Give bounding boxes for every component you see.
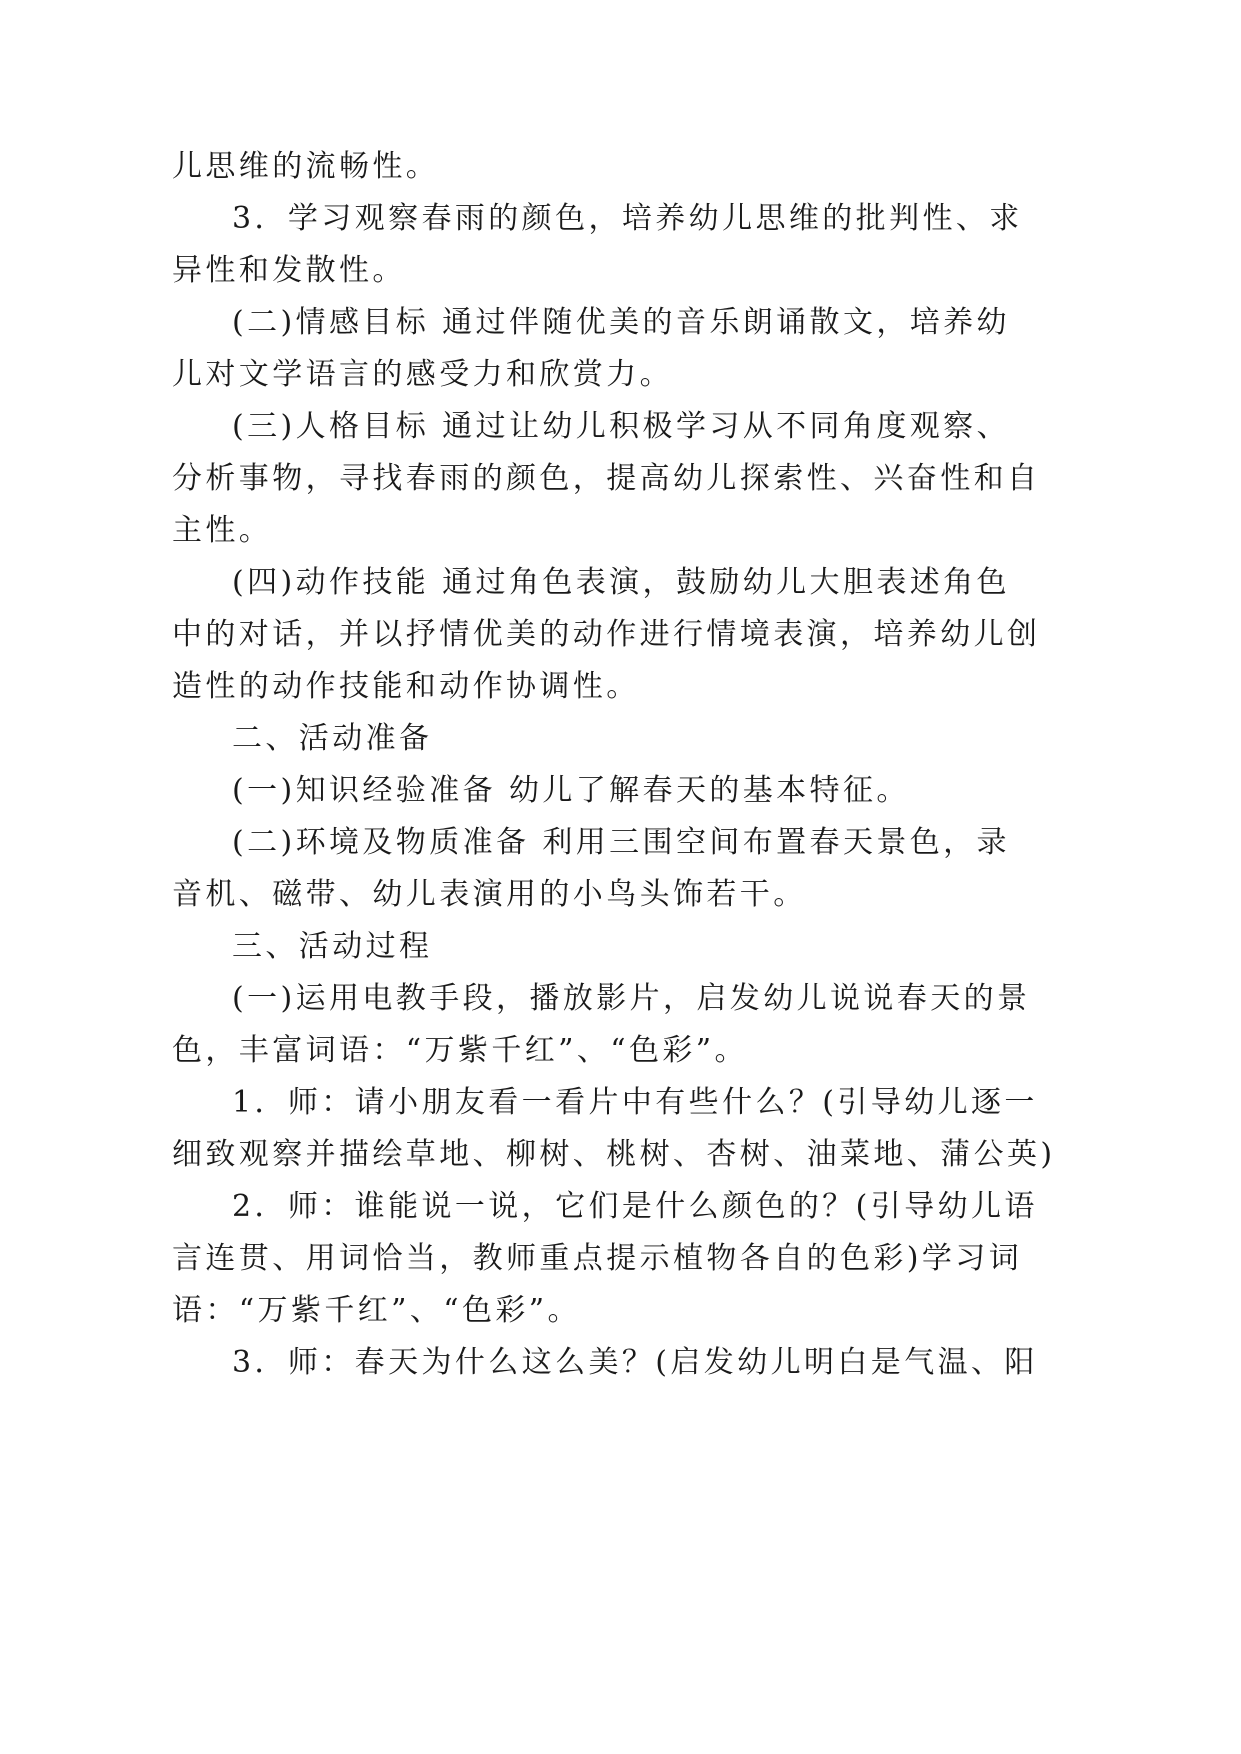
text-line: (一)运用电教手段，播放影片，启发幼儿说说春天的景 [232,981,1031,1016]
text-line: (三)人格目标 通过让幼儿积极学习从不同角度观察、 [232,409,1010,444]
text-line: (二)环境及物质准备 利用三围空间布置春天景色，录 [232,825,1010,860]
text-line: 语：“万紫千红”、“色彩”。 [172,1293,581,1328]
section-heading: 三、活动过程 [232,929,433,964]
text-line: 1．师：请小朋友看一看片中有些什么？(引导幼儿逐一 [232,1085,1038,1120]
text-line: 造性的动作技能和动作协调性。 [172,669,640,704]
text-line: 分析事物，寻找春雨的颜色，提高幼儿探索性、兴奋性和自 [172,461,1041,496]
text-line: 细致观察并描绘草地、柳树、桃树、杏树、油菜地、蒲公英) [172,1137,1056,1172]
text-line: 儿思维的流畅性。 [172,149,440,184]
text-line: 2．师：谁能说一说，它们是什么颜色的？(引导幼儿语 [232,1189,1038,1224]
text-line: 3．师：春天为什么这么美？(启发幼儿明白是气温、阳 [232,1345,1038,1380]
text-line: 中的对话，并以抒情优美的动作进行情境表演，培养幼儿创 [172,617,1041,652]
text-line: (一)知识经验准备 幼儿了解春天的基本特征。 [232,773,910,808]
text-line: 言连贯、用词恰当，教师重点提示植物各自的色彩)学习词 [172,1241,1023,1276]
text-line: (四)动作技能 通过角色表演，鼓励幼儿大胆表述角色 [232,565,1010,600]
text-line: 主性。 [172,513,273,548]
text-line: 色，丰富词语：“万紫千红”、“色彩”。 [172,1033,748,1068]
text-line: (二)情感目标 通过伴随优美的音乐朗诵散文，培养幼 [232,305,1010,340]
text-line: 异性和发散性。 [172,253,406,288]
text-line: 3．学习观察春雨的颜色，培养幼儿思维的批判性、求 [232,201,1023,236]
text-line: 儿对文学语言的感受力和欣赏力。 [172,357,673,392]
section-heading: 二、活动准备 [232,721,433,756]
text-line: 音机、磁带、幼儿表演用的小鸟头饰若干。 [172,877,807,912]
